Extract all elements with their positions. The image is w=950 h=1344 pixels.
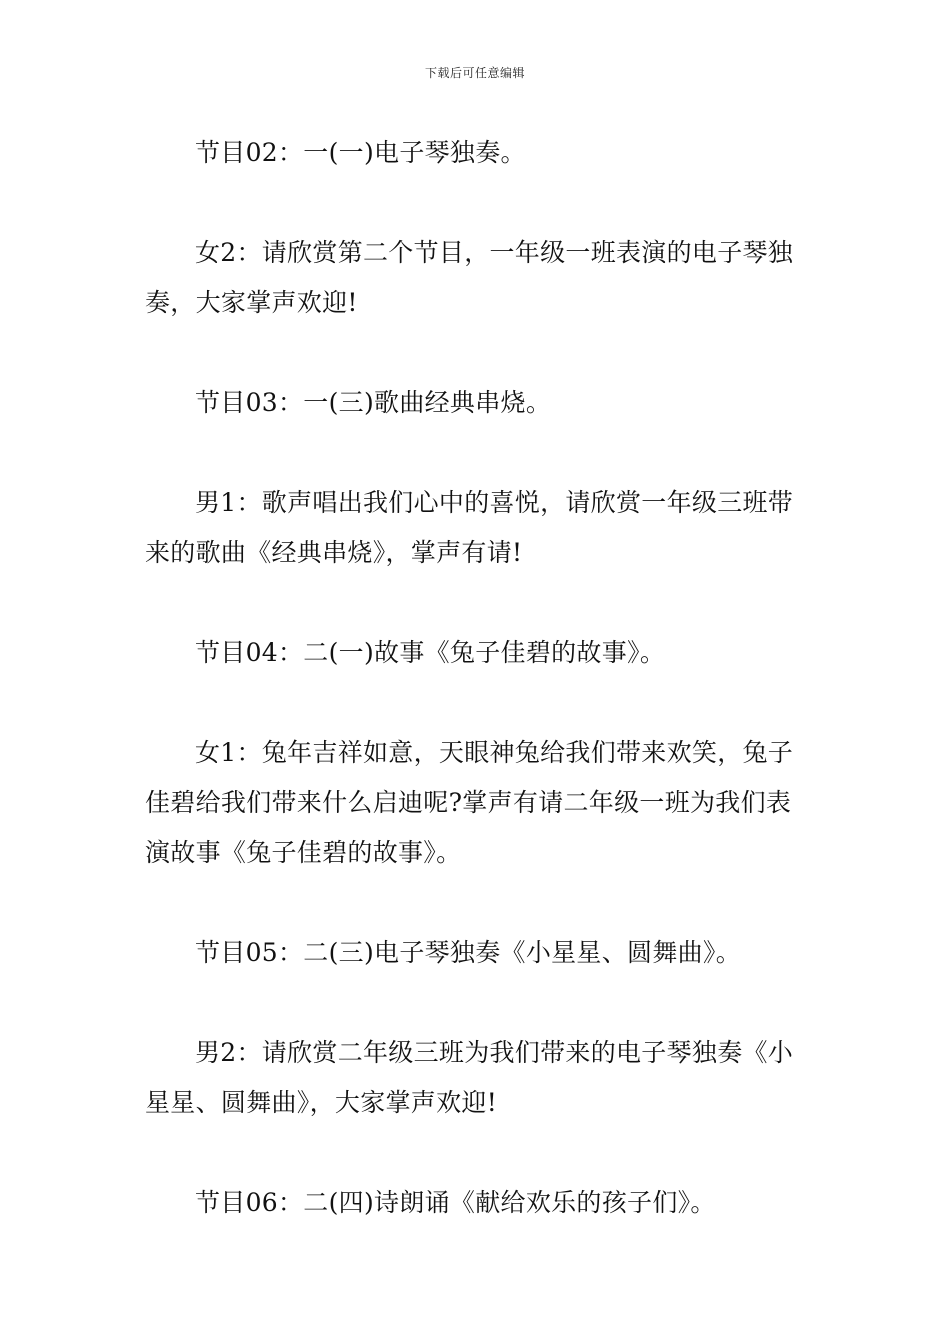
program-06-title: 节目06：二(四)诗朗诵《献给欢乐的孩子们》。 — [195, 1188, 716, 1217]
host-line-male-2: 男2：请欣赏二年级三班为我们带来的电子琴独奏《小星星、圆舞曲》，大家掌声欢迎! — [145, 1038, 794, 1117]
program-05-title: 节目05：二(三)电子琴独奏《小星星、圆舞曲》。 — [195, 938, 742, 967]
program-02-title: 节目02：一(一)电子琴独奏。 — [195, 138, 526, 167]
host-line-female-2: 女2：请欣赏第二个节目，一年级一班表演的电子琴独奏，大家掌声欢迎! — [145, 238, 794, 317]
host-line-female-1: 女1：兔年吉祥如意，天眼神兔给我们带来欢笑，兔子佳碧给我们带来什么启迪呢?掌声有请二年级一班为我们表演故事《兔子佳碧的故事》。 — [145, 738, 794, 867]
document-body — [145, 128, 810, 1278]
host-line-male-1: 男1：歌声唱出我们心中的喜悦，请欣赏一年级三班带来的歌曲《经典串烧》，掌声有请! — [145, 488, 794, 567]
program-03-title: 节目03：一(三)歌曲经典串烧。 — [195, 388, 552, 417]
page-header: 下载后可任意编辑 — [424, 66, 525, 80]
program-04-title: 节目04：二(一)故事《兔子佳碧的故事》。 — [195, 638, 666, 667]
